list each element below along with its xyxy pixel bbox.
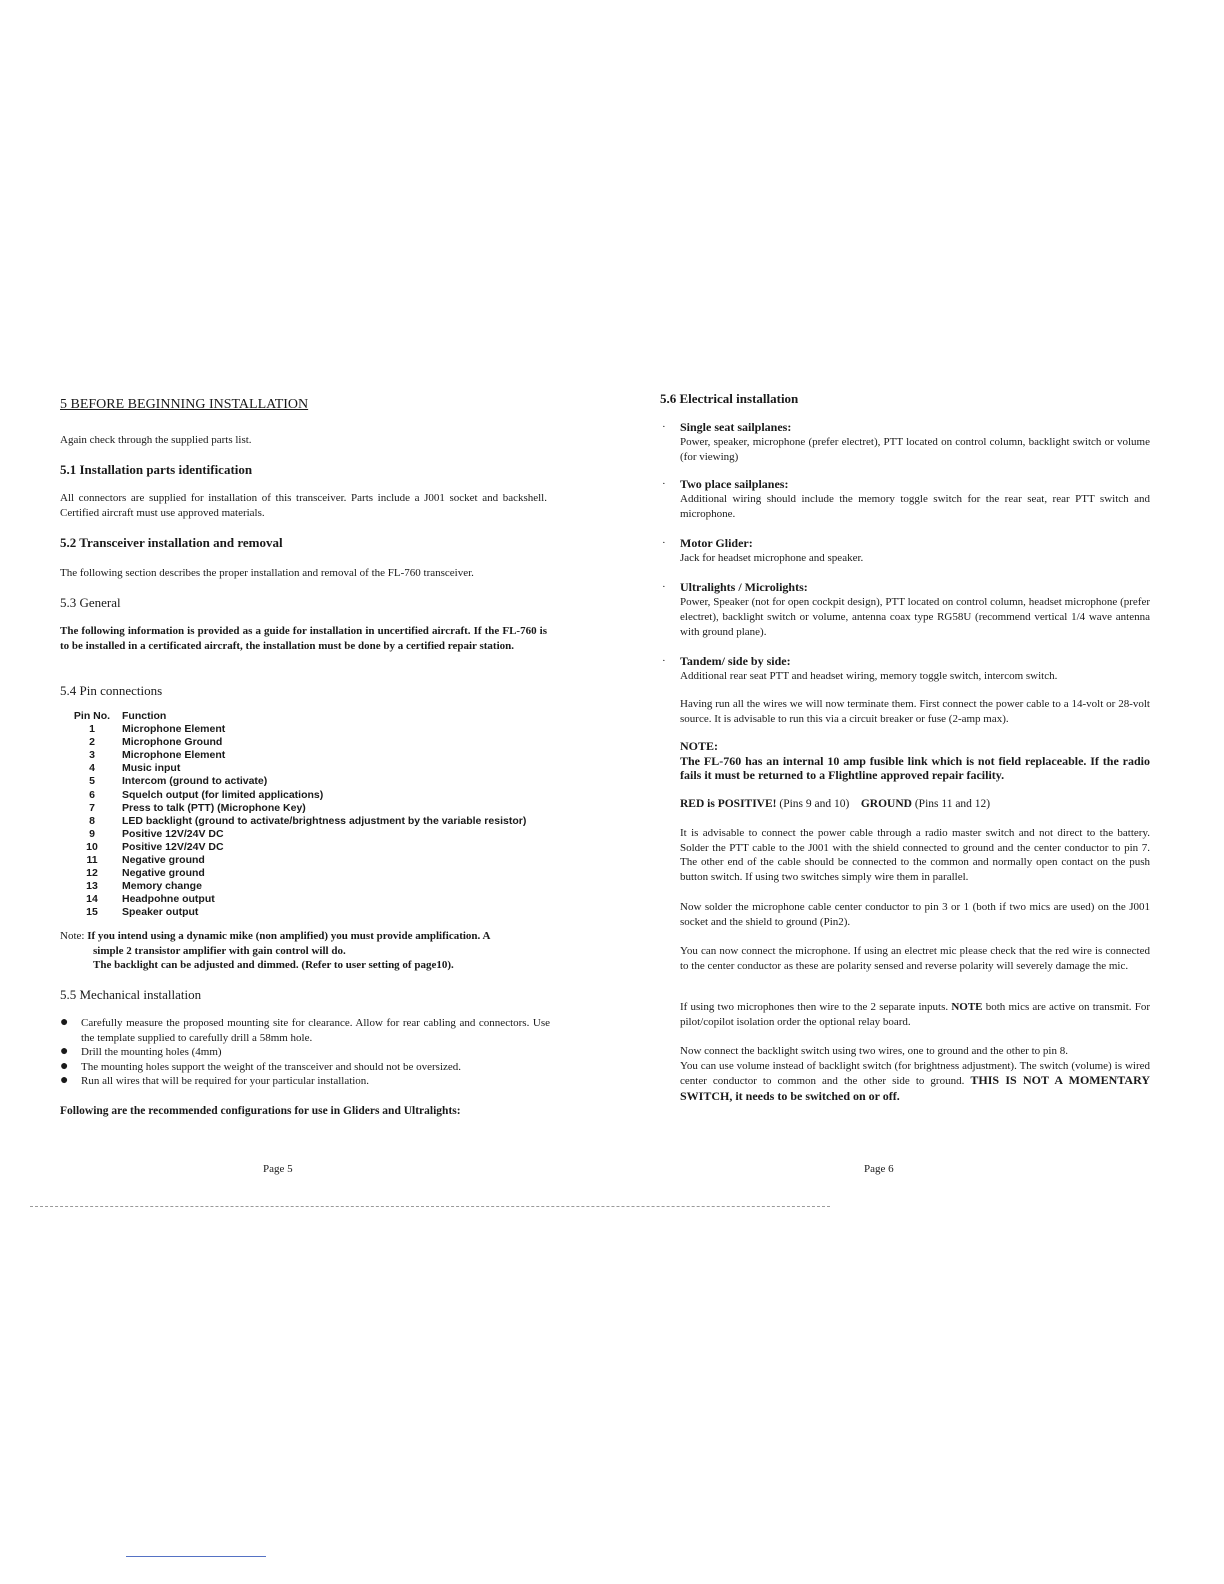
pin-function: LED backlight (ground to activate/brightness adjustment by the variable resistor): [122, 814, 527, 827]
bullet-icon: ·: [662, 655, 666, 667]
two-mics-text-b: both mics are active on transmit. For pilot/copilot isolation order the optional relay board.: [680, 1001, 1150, 1028]
backlight-paragraph: [680, 1044, 1150, 1104]
bullet-icon: ·: [662, 581, 666, 593]
pin-table: [72, 710, 526, 920]
page-number-5: Page 5: [263, 1163, 293, 1175]
fuse-note-body: The FL-760 has an internal 10 amp fusible link which is not field replaceable. If the radio fails it must be returned to a Flightline approved repair facility.: [680, 753, 1150, 782]
section-5-1-title: 5.1 Installation parts identification: [60, 462, 253, 477]
intro-text: Again check through the supplied parts list.: [60, 434, 252, 446]
section-5-3-body: The following information is provided as a guide for installation in uncertified aircraft. If the FL-760 is to be installed in a certificated aircraft, the installation must be done by a certified repair station.: [60, 625, 547, 652]
pin-function: Music input: [122, 762, 181, 775]
note-label: Note:: [60, 930, 85, 942]
pin-row: [72, 789, 526, 802]
list-item: [60, 1074, 550, 1089]
two-mics-text-a: If using two microphones then wire to the 2 separate inputs.: [680, 1001, 952, 1013]
pin-function: Microphone Ground: [122, 736, 223, 749]
termination-paragraph: Having run all the wires we will now terminate them. First connect the power cable to a 14-volt or 28-volt source. It is advisable to run this via a circuit breaker or fuse (2-amp max).: [680, 698, 1150, 725]
bullet-icon: ●: [60, 1058, 69, 1074]
note-line-3: The backlight can be adjusted and dimmed. (Refer to user setting of page10).: [93, 959, 454, 971]
bullet-text: Carefully measure the proposed mounting site for clearance. Allow for rear cabling and connectors. Use the template supplied to carefully drill a 58mm hole.: [81, 1017, 550, 1044]
pin-row: [72, 880, 526, 893]
pin-number: 7: [89, 801, 95, 814]
pin-function: Microphone Element: [122, 749, 226, 762]
config-body: Power, speaker, microphone (prefer electret), PTT located on control column, backlight switch or volume (for viewing): [680, 436, 1150, 463]
page-number-6: Page 6: [864, 1163, 894, 1175]
pin-row: [72, 867, 526, 880]
pin-row: [72, 828, 526, 841]
pin-number: 6: [89, 788, 95, 801]
momentary-switch-warning: THIS IS NOT A MOMENTARY SWITCH, it needs to be switched on or off.: [680, 1073, 1150, 1103]
mechanical-bullets: [60, 1016, 550, 1089]
section-5-4-title: 5.4 Pin connections: [60, 683, 163, 698]
list-item: [60, 1045, 550, 1060]
pin-header-function: Function: [122, 710, 167, 722]
pin-row: [72, 749, 526, 762]
pin-function: Press to talk (PTT) (Microphone Key): [122, 801, 306, 814]
pin-row: [72, 736, 526, 749]
fuse-note: [680, 739, 1150, 783]
bullet-icon: ●: [60, 1015, 69, 1030]
config-title: Two place sailplanes:: [680, 477, 789, 491]
two-mics-paragraph: [680, 1000, 1150, 1029]
pin-function: Positive 12V/24V DC: [122, 840, 224, 853]
config-body: Jack for headset microphone and speaker.: [680, 552, 864, 564]
pin-row: [72, 854, 526, 867]
bullet-icon: ·: [662, 421, 666, 433]
solder-mic-paragraph: Now solder the microphone cable center conductor to pin 3 or 1 (both if two mics are used) on the J001 socket and the shield to ground (Pin2).: [680, 901, 1150, 928]
master-switch-paragraph: It is advisable to connect the power cable through a radio master switch and not direct to the battery. Solder the PTT cable to the J001 with the shield connected to ground and the center conductor to pin 7. The other end of the cable should be connected to the common and normally open contact on the push button switch. If using two switches simply wire them in parallel.: [680, 827, 1150, 883]
config-title: Single seat sailplanes:: [680, 420, 792, 434]
pin-function: Negative ground: [122, 867, 205, 880]
bullet-icon: ·: [662, 537, 666, 549]
polarity-line: [680, 797, 1150, 812]
pin-row: [72, 775, 526, 788]
pin-row: [72, 815, 526, 828]
section-5-6-title: 5.6 Electrical installation: [660, 391, 799, 406]
backlight-text-a: Now connect the backlight switch using two wires, one to ground and the other to pin 8.: [680, 1045, 1068, 1057]
pin-number: 15: [86, 906, 98, 919]
ground-label: GROUND: [860, 798, 912, 810]
pin-number: 9: [89, 827, 95, 840]
bullet-text: The mounting holes support the weight of the transceiver and should not be oversized.: [81, 1060, 462, 1073]
pin-number: 5: [89, 775, 95, 788]
pin-function: Negative ground: [122, 854, 205, 867]
pin-function: Memory change: [122, 880, 202, 893]
ground-pins: (Pins 11 and 12): [911, 798, 991, 810]
section-5-3-title: 5.3 General: [60, 595, 121, 610]
pin-number: 2: [89, 736, 95, 749]
note-line-2: simple 2 transistor amplifier with gain control will do.: [93, 944, 346, 957]
config-title: Ultralights / Microlights:: [680, 580, 808, 594]
pin-row: [72, 906, 526, 919]
section-5-2-title: 5.2 Transceiver installation and removal: [60, 535, 283, 550]
config-tandem: [660, 654, 1150, 684]
pin-number: 14: [86, 893, 98, 906]
pin-function: Speaker output: [122, 906, 199, 919]
red-positive-label: RED is POSITIVE!: [680, 798, 777, 810]
config-title: Tandem/ side by side:: [680, 654, 791, 668]
pin-number: 3: [89, 749, 95, 762]
pin-function: Headpohne output: [122, 893, 215, 906]
bullet-icon: ·: [662, 478, 666, 490]
pin-row: [72, 802, 526, 815]
pin-number: 4: [89, 762, 95, 775]
section-5-2-body: The following section describes the proper installation and removal of the FL-760 transceiver.: [60, 567, 474, 579]
connect-mic-paragraph: You can now connect the microphone. If using an electret mic please check that the red wire is connected to the center conductor as these are polarity sensed and reverse polarity will severely damage the mic.: [680, 945, 1150, 972]
bullet-text: Run all wires that will be required for your particular installation.: [81, 1075, 370, 1087]
red-pins: (Pins 9 and 10): [776, 798, 850, 810]
pin-number: 10: [86, 840, 98, 853]
pin-header-no: Pin No.: [73, 710, 111, 722]
config-title: Motor Glider:: [680, 536, 753, 550]
page-divider-line: [30, 1206, 830, 1207]
note-line-1: If you intend using a dynamic mike (non amplified) you must provide amplification. A: [87, 930, 491, 942]
main-title: 5 BEFORE BEGINNING INSTALLATION: [60, 397, 309, 412]
pin-row: [72, 723, 526, 736]
config-motor-glider: [660, 536, 1150, 566]
pin-number: 8: [89, 814, 95, 827]
pin-number: 11: [86, 854, 98, 867]
pin-row: [72, 762, 526, 775]
pin-function: Positive 12V/24V DC: [122, 827, 224, 840]
note-block: [60, 929, 550, 973]
pin-function: Squelch output (for limited applications): [122, 788, 324, 801]
section-5-5-title: 5.5 Mechanical installation: [60, 987, 202, 1002]
config-single-seat: [660, 420, 1150, 465]
pin-function: Microphone Element: [122, 723, 226, 736]
bullet-icon: ●: [60, 1044, 69, 1059]
config-body: Power, Speaker (not for open cockpit design), PTT located on control column, headset microphone (prefer electret), backlight switch or volume, antenna coax type RG58U (recommend vertical 1/4 wave antenna with ground plane).: [680, 596, 1150, 638]
pin-number: 1: [89, 723, 95, 736]
bullet-icon: ●: [60, 1073, 69, 1088]
configurations-intro: Following are the recommended configurations for use in Gliders and Ultralights:: [60, 1105, 461, 1117]
section-5-1-body: All connectors are supplied for installation of this transceiver. Parts include a J001 socket and backshell. Certified aircraft must use approved materials.: [60, 492, 547, 519]
backlight-text-b: You can use volume instead of backlight switch (for brightness adjustment). The switch (volume) is wired center conductor to common and the other side to ground.: [680, 1059, 1150, 1087]
two-mics-note: NOTE: [951, 1001, 983, 1013]
list-item: [60, 1060, 550, 1075]
config-ultralights: [660, 580, 1150, 640]
footer-blue-line: [126, 1556, 266, 1557]
pin-table-header: [72, 710, 526, 723]
config-two-place: [660, 477, 1150, 522]
pin-number: 12: [86, 867, 98, 880]
pin-number: 13: [86, 880, 98, 893]
pin-function: Intercom (ground to activate): [122, 775, 268, 788]
bullet-text: Drill the mounting holes (4mm): [81, 1046, 222, 1058]
pin-row: [72, 841, 526, 854]
pin-row: [72, 893, 526, 906]
config-body: Additional rear seat PTT and headset wiring, memory toggle switch, intercom switch.: [680, 670, 1058, 682]
fuse-note-label: NOTE:: [680, 739, 719, 753]
list-item: [60, 1016, 550, 1045]
config-body: Additional wiring should include the memory toggle switch for the rear seat, rear PTT switch and microphone.: [680, 493, 1150, 520]
